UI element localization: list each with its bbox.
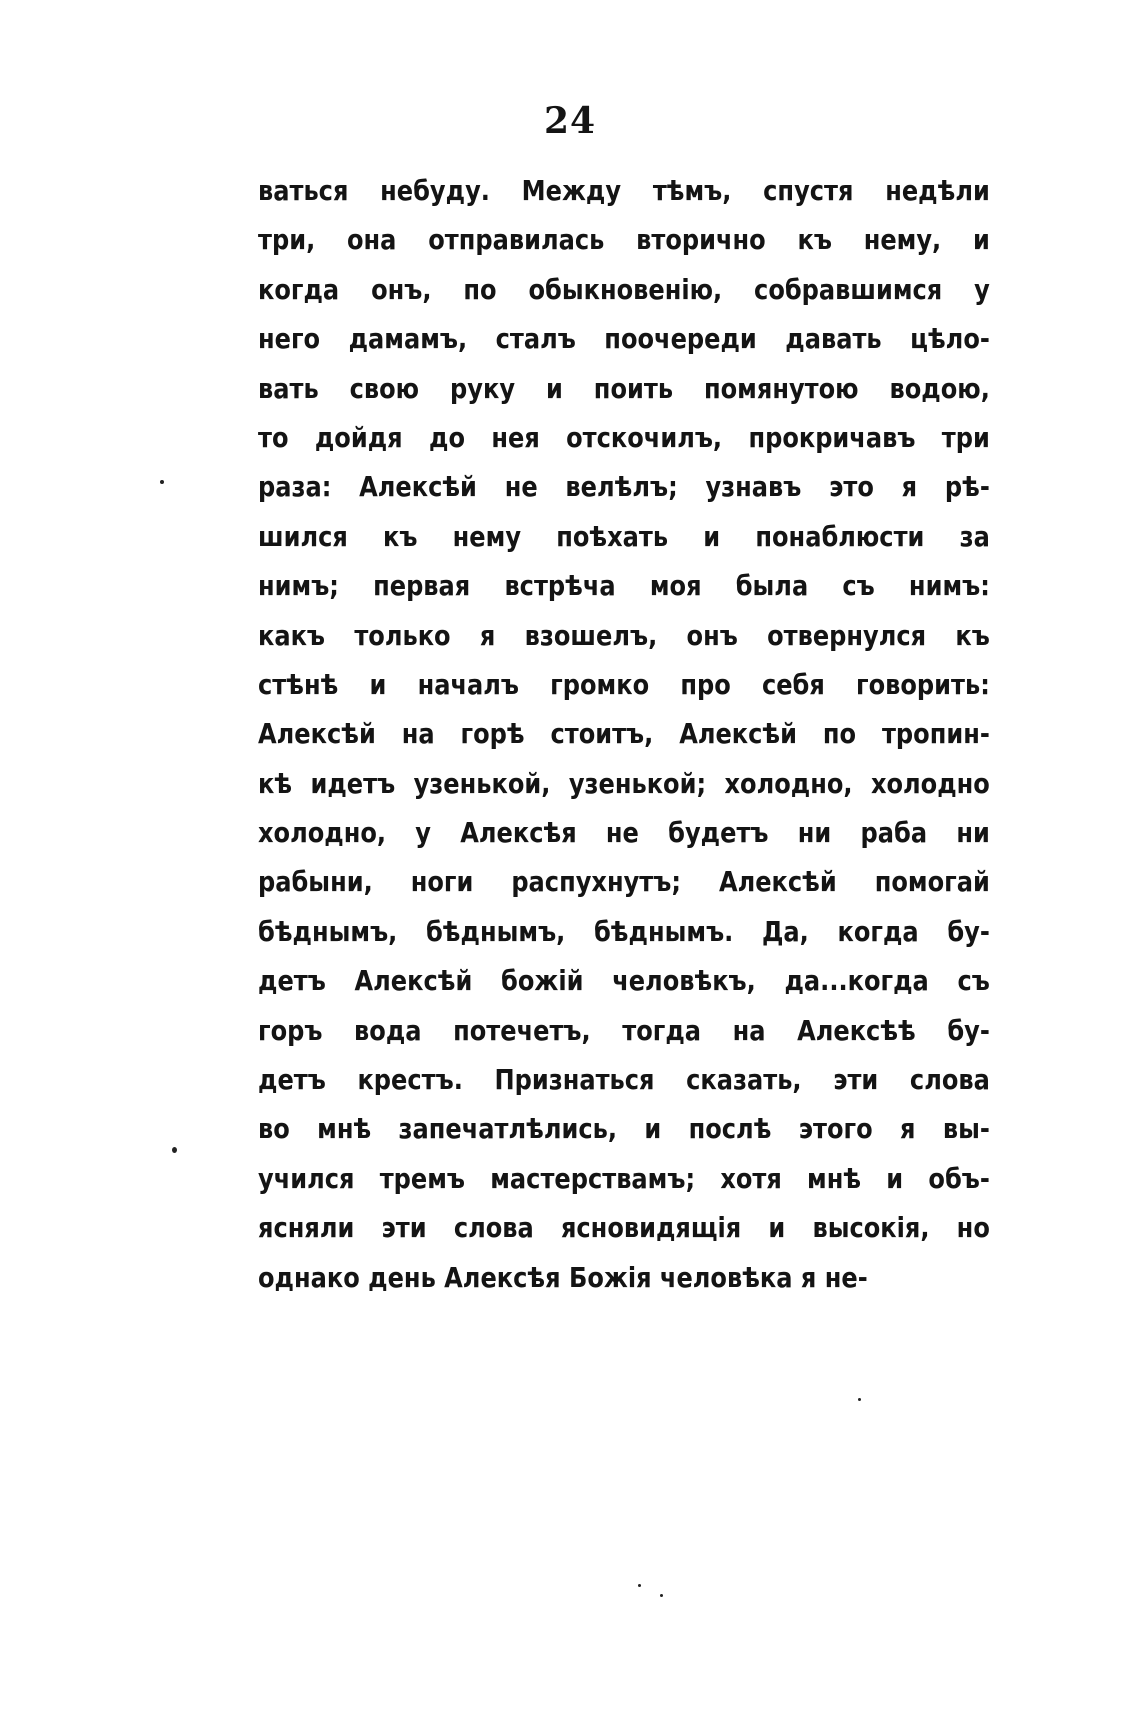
text-line: стѣнѣ и началъ громко про себя говорить: <box>258 667 990 701</box>
text-line: шился къ нему поѣхать и понаблюсти за <box>258 519 990 553</box>
text-line: учился тремъ мастерствамъ; хотя мнѣ и объ- <box>258 1161 990 1195</box>
text-line: во мнѣ запечатлѣлись, и послѣ этого я вы- <box>258 1112 990 1146</box>
text-line: рабыни, ноги распухнутъ; Алексѣй помогай <box>258 865 990 899</box>
print-speck <box>172 1147 177 1153</box>
text-line: когда онъ, по обыкновенiю, собравшимся у <box>258 272 990 306</box>
text-line: детъ Алексѣй божiй человѣкъ, да...когда съ <box>258 964 990 998</box>
text-line: раза: Алексѣй не велѣлъ; узнавъ это я рѣ- <box>258 470 990 504</box>
text-line: ваться небуду. Между тѣмъ, спустя недѣли <box>258 174 990 207</box>
text-line: горъ вода потечетъ, тогда на Алексѣѣ бу- <box>258 1013 990 1047</box>
text-line: холодно, у Алексѣя не будетъ ни раба ни <box>258 816 990 850</box>
text-line: бѣднымъ, бѣднымъ, бѣднымъ. Да, когда бу- <box>258 914 990 948</box>
text-line: кѣ идетъ узенькой, узенькой; холодно, холодно <box>258 766 990 800</box>
text-line: вать свою руку и поить помянутою водою, <box>258 371 990 405</box>
text-line: детъ крестъ. Признаться сказать, эти слова <box>258 1063 990 1097</box>
print-speck <box>660 1594 663 1597</box>
body-text <box>258 166 990 1302</box>
print-speck <box>638 1584 641 1587</box>
text-line: то дойдя до нея отскочилъ, прокричавъ три <box>258 420 990 454</box>
print-speck <box>160 480 164 484</box>
text-line: какъ только я взошелъ, онъ отвернулся къ <box>258 618 990 652</box>
print-speck <box>858 1398 861 1401</box>
text-line: три, она отправилась вторично къ нему, и <box>258 223 990 257</box>
text-line: нимъ; первая встрѣча моя была съ нимъ: <box>258 569 990 603</box>
text-line: Алексѣй на горѣ стоитъ, Алексѣй по тропин- <box>258 717 990 751</box>
text-line: него дамамъ, сталъ поочереди давать цѣло- <box>258 322 990 356</box>
text-line-last: однако день Алексѣя Божiя человѣка я не- <box>258 1260 868 1294</box>
text-line: ясняли эти слова ясновидящiя и высокiя, но <box>258 1211 990 1245</box>
page-number: 24 <box>543 100 597 142</box>
